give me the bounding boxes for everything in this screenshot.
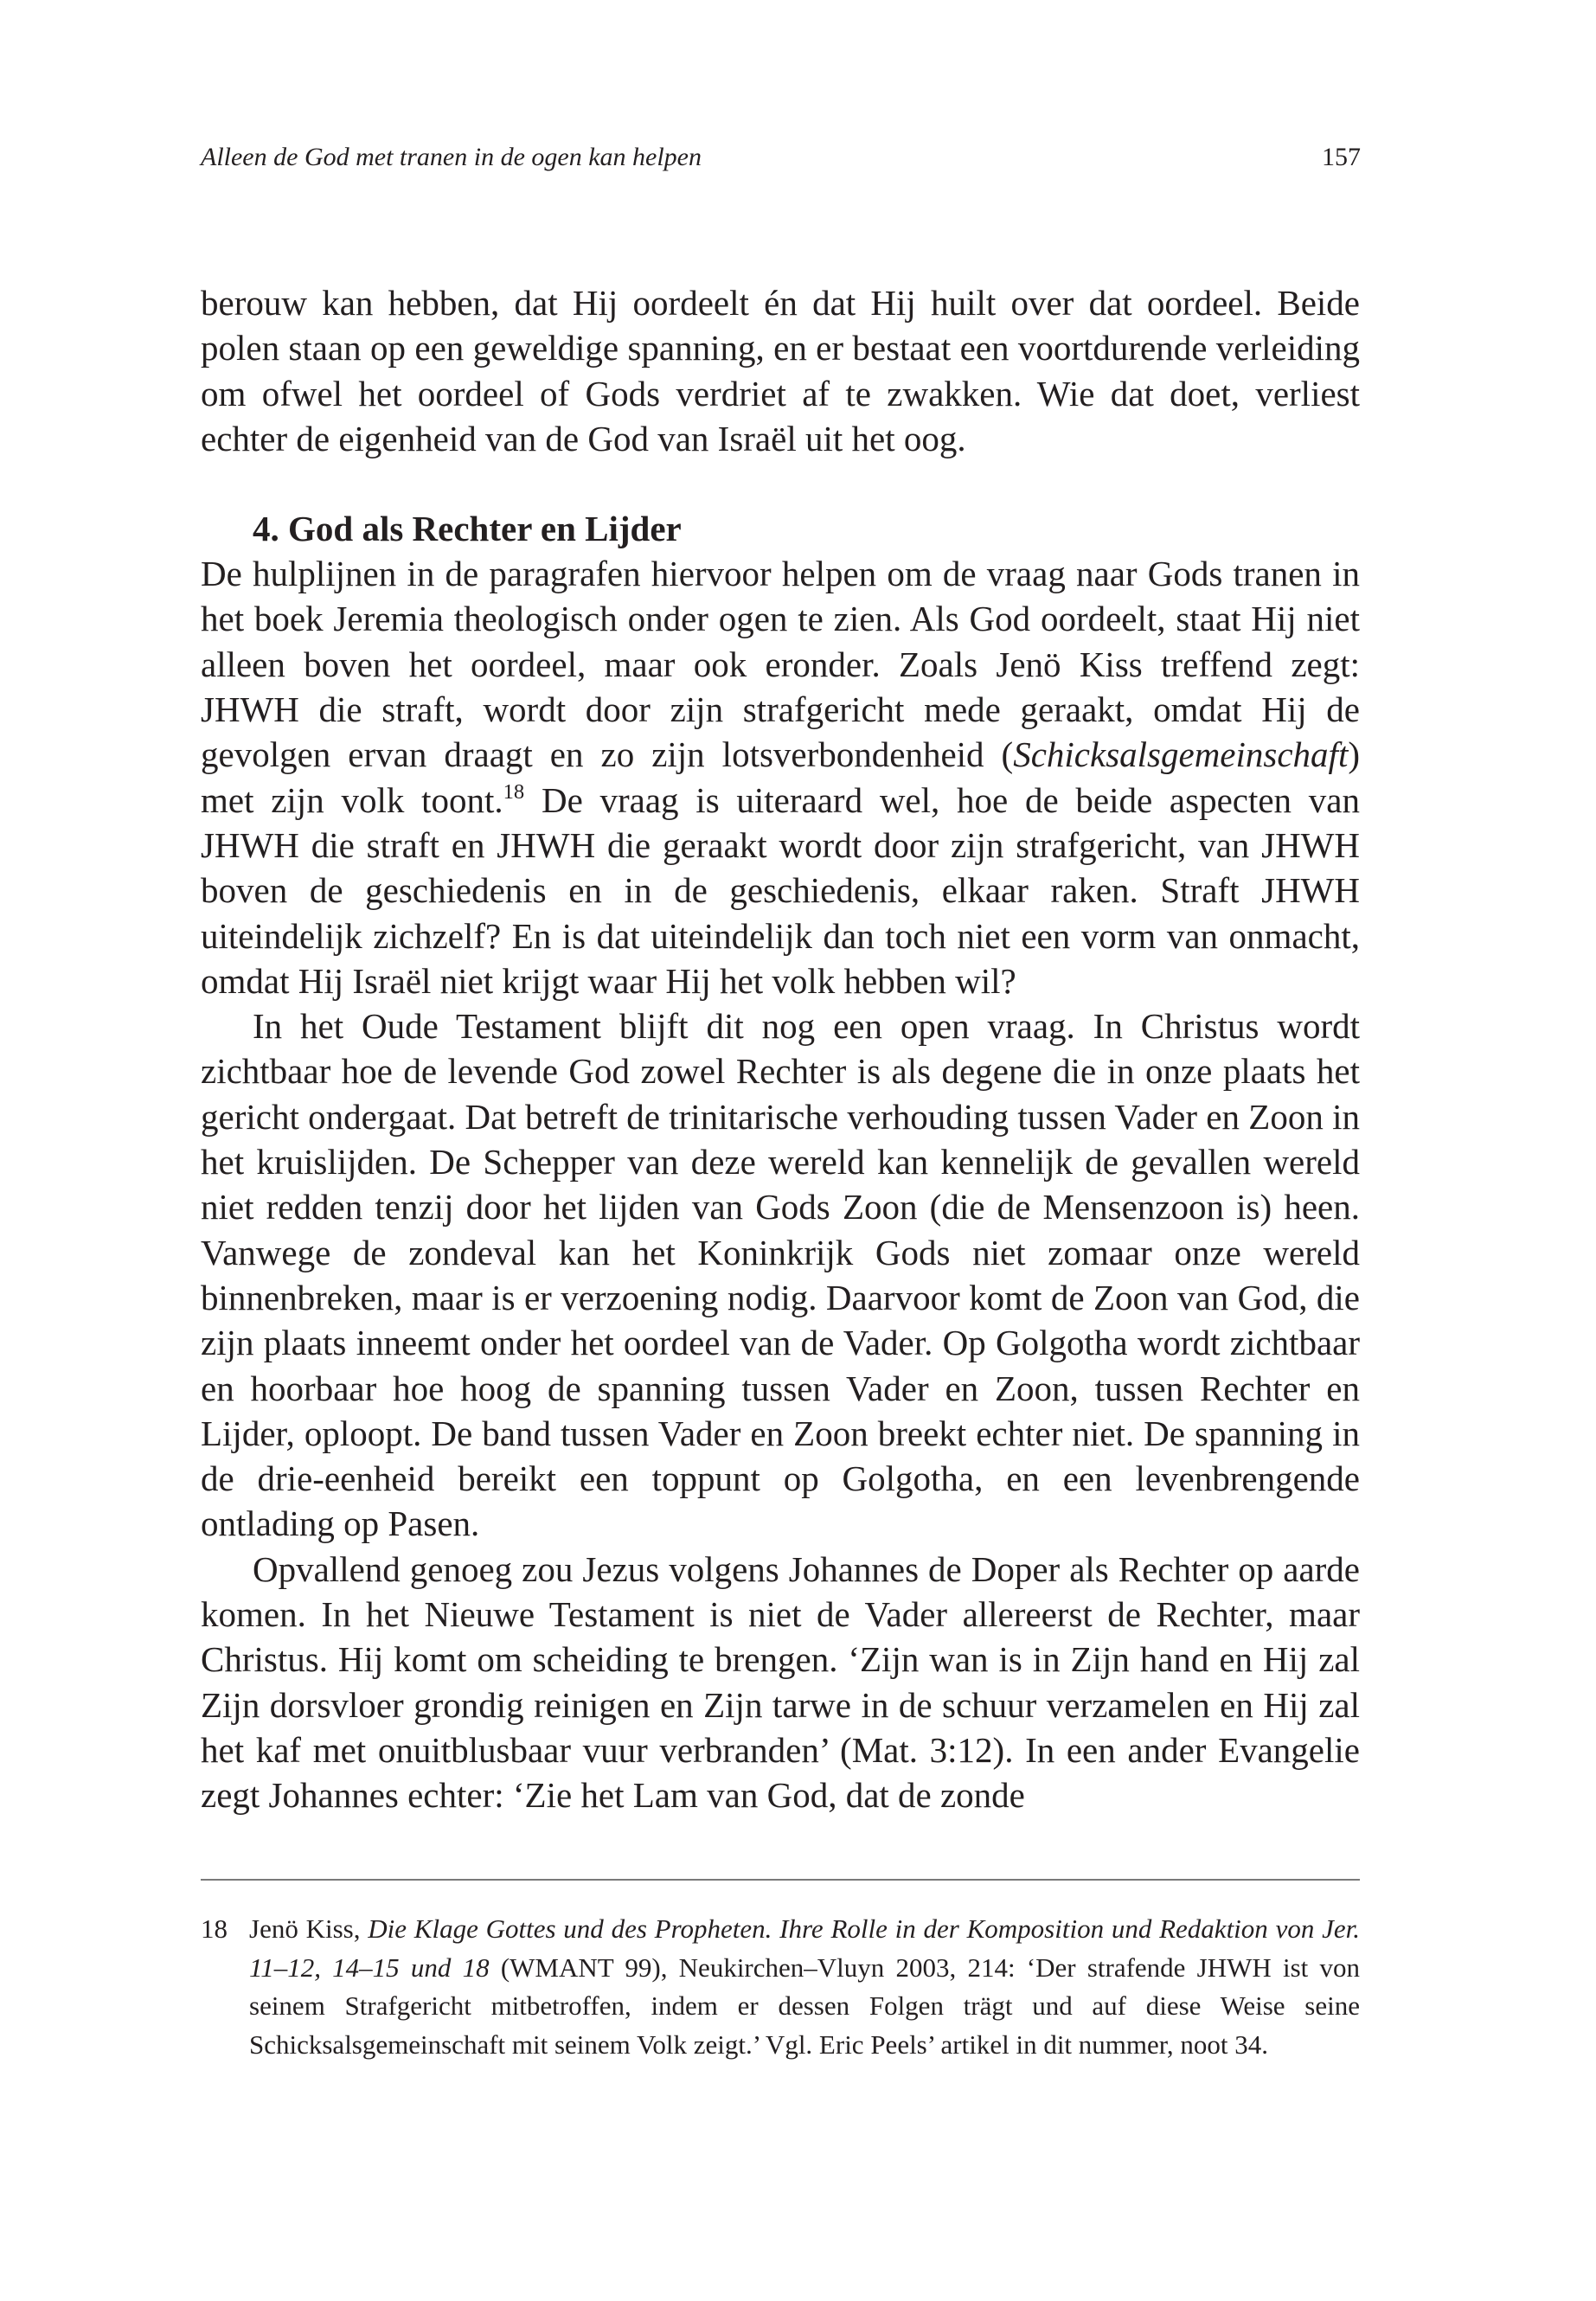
footnote-number: 18 [201,1913,228,1944]
running-title: Alleen de God met tranen in de ogen kan helpen [201,143,702,171]
footnote-author: Jenö Kiss, [249,1913,369,1944]
paragraph-section-intro [201,551,1360,1003]
footnote-divider [201,1879,1360,1881]
footnote-reference[interactable]: 18 [503,779,525,804]
footnotes [201,1910,1360,2064]
paragraph-text: De vraag is uiteraard wel, hoe de beide aspecten van JHWH die straft en JHWH die geraakt wordt door zijn strafgericht, van JHWH boven de geschiedenis en in de geschiedenis, elkaar raken. Straft JHWH uiteindelijk zichzelf? En is dat uiteindelijk dan toch niet een vorm van onmacht, omdat Hij Israël niet krijgt waar Hij het volk hebben wil? [201,779,1360,1001]
paragraph-text: De hulplijnen in de paragrafen hiervoor helpen om de vraag naar Gods tranen in het boek Jeremia theologisch onder ogen te zien. Als God oordeelt, staat Hij niet alleen boven het oordeel, maar ook eronder. Zoals Jenö Kiss treffend zegt: JHWH die straft, wordt door zijn strafgericht mede geraakt, omdat Hij de gevolgen ervan draagt en zo zijn lotsverbondenheid ( [201,554,1360,775]
paragraph-new-testament: Opvallend genoeg zou Jezus volgens Johannes de Doper als Rechter op aarde komen. In het Nieuwe Testament is niet de Vader allereerst de Rechter, maar Christus. Hij komt om scheiding te brengen. ‘Zijn wan is in Zijn hand en Hij zal Zijn dorsvloer grondig reinigen en Zijn tarwe in de schuur verzamelen en Hij zal het kaf met onuitblusbaar vuur verbranden’ (Mat. 3:12). In een ander Evangelie zegt Johannes echter: ‘Zie het Lam van God, dat de zonde [201,1548,1360,1816]
section-heading: 4. God als Rechter en Lijder [253,509,682,549]
footnote-item [201,1910,1360,2064]
paragraph-old-testament: In het Oude Testament blijft dit nog een open vraag. In Christus wordt zichtbaar hoe de levende God zowel Rechter is als degene die in onze plaats het gericht ondergaat. Dat betreft de trinitarische verhouding tussen Vader en Zoon in het kruislijden. De Schepper van deze wereld kan kennelijk de gevallen wereld niet redden tenzij door het lijden van Gods Zoon (die de Mensenzoon is) heen. Vanwege de zondeval kan het Koninkrijk Gods niet zomaar onze wereld binnenbreken, maar is er verzoening nodig. Daarvoor komt de Zoon van God, die zijn plaats inneemt onder het oordeel van de Vader. Op Golgotha wordt zichtbaar en hoorbaar hoe hoog de spanning tussen Vader en Zoon, tussen Rechter en Lijder, oploopt. De band tussen Vader en Zoon breekt echter niet. De spanning in de drie-eenheid bereikt een toppunt op Golgotha, en een levenbrengende ontlading op Pasen. [201,1006,1360,1544]
page-number: 157 [1322,143,1361,171]
italic-term: Schicksalsgemeinschaft [1013,734,1349,775]
footnote-text [249,1910,1360,2064]
paragraph-continued: berouw kan hebben, dat Hij oordeelt én dat Hij huilt over dat oordeel. Beide polen staan op een geweldige spanning, en er bestaat een voortdurende verleiding om ofwel het oordeel of Gods verdriet af te zwakken. Wie dat doet, verliest echter de eigenheid van de God van Israël uit het oog. [201,283,1360,458]
footnote-citation: (WMANT 99), Neukirchen–Vluyn 2003, 214: ‘Der strafende JHWH ist von seinem Strafgericht mitbetroffen, indem er dessen Folgen trägt und auf diese Weise seine Schicksalsgemeinschaft mit seinem Volk zeigt.’ Vgl. Eric Peels’ artikel in dit nummer, noot 34. [249,1952,1360,2060]
footnote-book-title: Die Klage Gottes und des Propheten. Ihre Rolle in der Komposition und Redaktion von Jer. 11–12, 14–15 und 18 [249,1913,1360,1983]
main-text [201,280,1360,1818]
paragraph-text: ) met zijn volk toont. [201,734,1360,820]
running-header [201,138,1361,176]
